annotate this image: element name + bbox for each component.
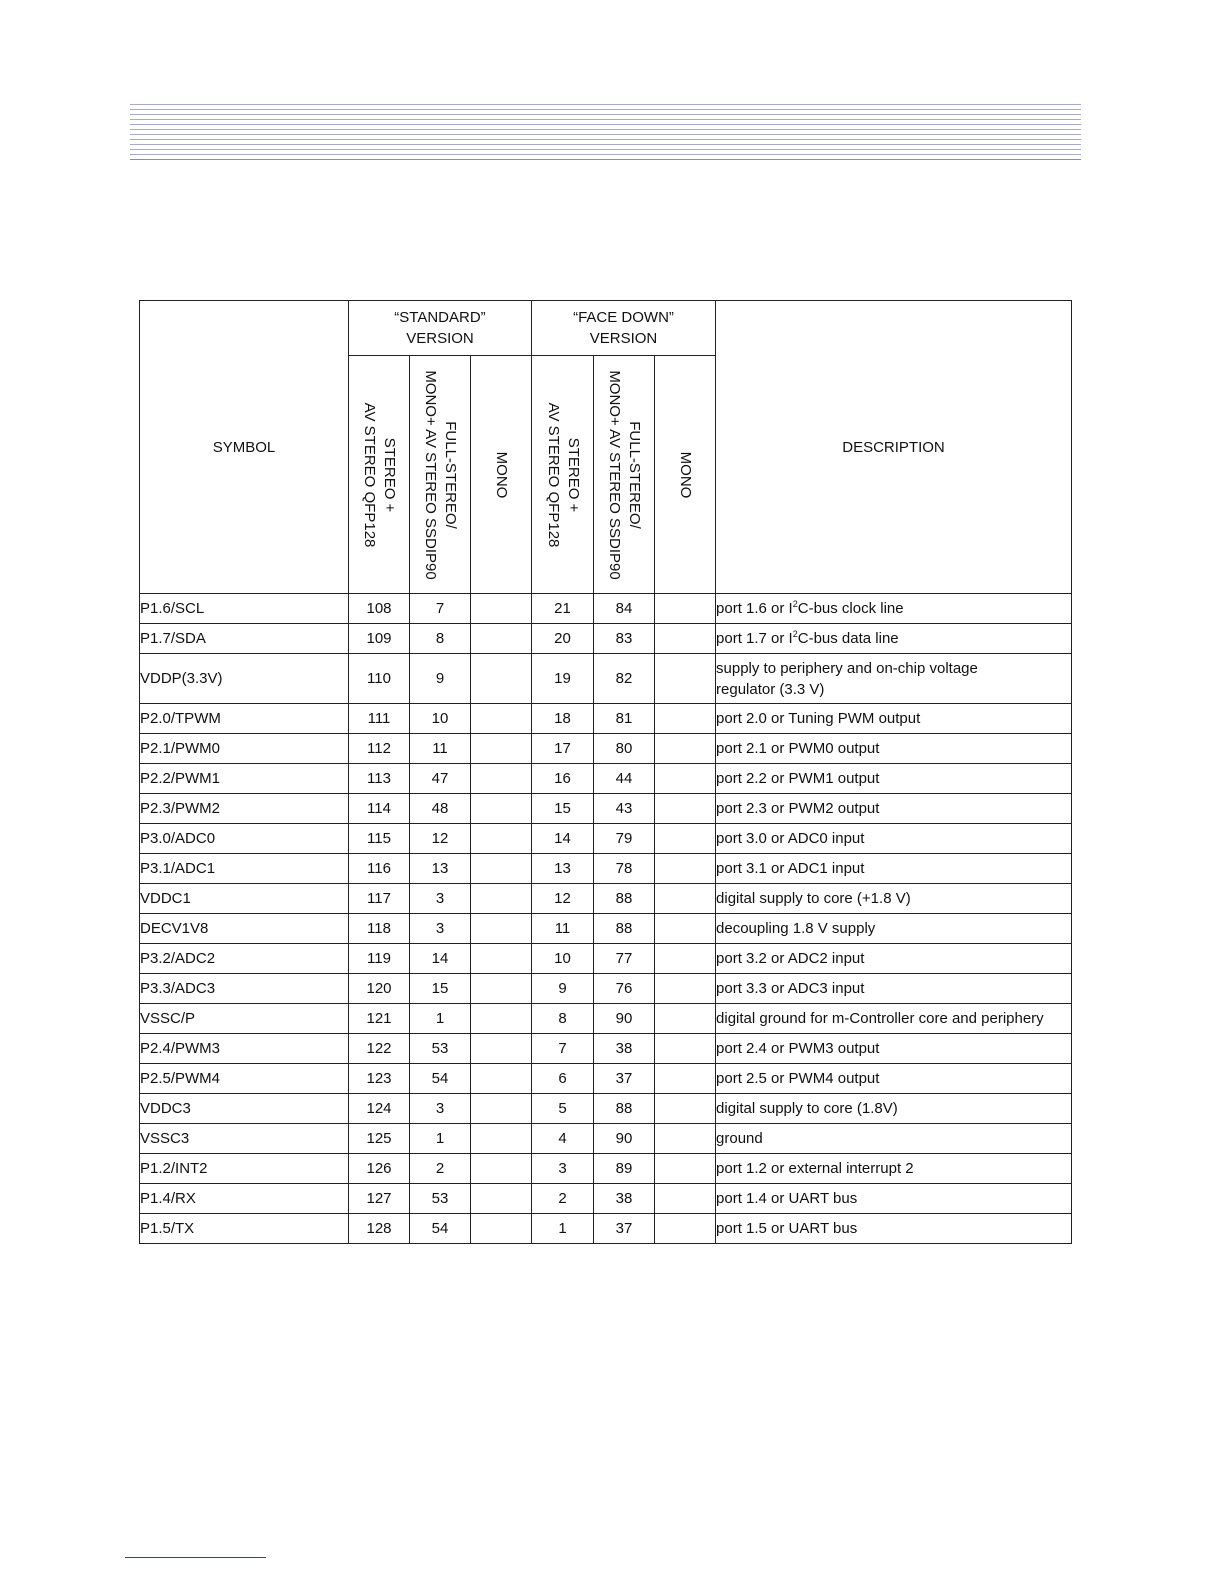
table-row [140,1094,1072,1124]
symbol-cell: P3.0/ADC0 [140,824,349,854]
pin-number-cell [471,594,532,624]
pin-number-cell: 121 [349,1004,410,1034]
pin-number-cell: 109 [349,624,410,654]
pin-number-cell [655,944,716,974]
pin-number-cell [471,794,532,824]
pin-number-cell: 18 [532,704,594,734]
std-mono-column-header: MONO [471,356,532,594]
pin-number-cell: 53 [410,1184,471,1214]
pin-number-cell: 8 [410,624,471,654]
pin-number-cell: 14 [410,944,471,974]
symbol-cell: VDDC1 [140,884,349,914]
description-cell: port 1.4 or UART bus [716,1184,1072,1214]
pin-number-cell: 77 [594,944,655,974]
pin-number-cell: 127 [349,1184,410,1214]
pin-number-cell: 5 [532,1094,594,1124]
pin-number-cell [471,974,532,1004]
pin-number-cell: 112 [349,734,410,764]
pin-number-cell: 110 [349,654,410,704]
description-cell: port 2.4 or PWM3 output [716,1034,1072,1064]
pin-number-cell [471,1124,532,1154]
pin-number-cell: 54 [410,1214,471,1244]
pin-number-cell: 84 [594,594,655,624]
table-row [140,1004,1072,1034]
pin-number-cell [471,914,532,944]
symbol-cell: P2.4/PWM3 [140,1034,349,1064]
pin-number-cell [471,884,532,914]
pin-number-cell [655,824,716,854]
pin-number-cell [655,914,716,944]
description-cell: ground [716,1124,1072,1154]
pin-number-cell: 3 [410,1094,471,1124]
pin-number-cell: 78 [594,854,655,884]
pin-number-cell: 38 [594,1034,655,1064]
pin-number-cell: 15 [410,974,471,1004]
table-row [140,594,1072,624]
table-row [140,824,1072,854]
standard-version-header: “STANDARD” VERSION [349,301,532,356]
pin-number-cell: 17 [532,734,594,764]
pin-number-cell: 108 [349,594,410,624]
pin-number-cell: 21 [532,594,594,624]
pin-number-cell: 128 [349,1214,410,1244]
pin-number-cell: 54 [410,1064,471,1094]
symbol-cell: P2.0/TPWM [140,704,349,734]
pin-number-cell: 123 [349,1064,410,1094]
pin-number-cell: 3 [532,1154,594,1184]
symbol-column-header: SYMBOL [140,301,349,594]
pin-number-cell: 12 [532,884,594,914]
description-cell: port 3.3 or ADC3 input [716,974,1072,1004]
pin-number-cell: 37 [594,1214,655,1244]
description-cell: port 3.0 or ADC0 input [716,824,1072,854]
symbol-cell: P1.7/SDA [140,624,349,654]
fd-ssdip90-column-header: FULL-STEREO/ MONO+ AV STEREO SSDIP90 [594,356,655,594]
description-cell: port 1.5 or UART bus [716,1214,1072,1244]
pin-number-cell [471,944,532,974]
table-row [140,884,1072,914]
pin-number-cell: 2 [532,1184,594,1214]
pin-number-cell: 89 [594,1154,655,1184]
pin-number-cell: 126 [349,1154,410,1184]
pin-number-cell [471,654,532,704]
pin-number-cell [655,1094,716,1124]
description-cell: digital supply to core (1.8V) [716,1094,1072,1124]
pin-number-cell [655,1004,716,1034]
symbol-cell: VDDP(3.3V) [140,654,349,704]
symbol-cell: P1.6/SCL [140,594,349,624]
table-row [140,1214,1072,1244]
pin-number-cell: 79 [594,824,655,854]
table-row [140,1154,1072,1184]
pin-number-cell: 6 [532,1064,594,1094]
description-cell: digital ground for m-Controller core and periphery [716,1004,1072,1034]
pin-number-cell [655,654,716,704]
pin-table-body [140,594,1072,1244]
pin-number-cell: 4 [532,1124,594,1154]
pin-number-cell: 44 [594,764,655,794]
table-row [140,794,1072,824]
pin-number-cell: 76 [594,974,655,1004]
pin-number-cell: 14 [532,824,594,854]
pin-number-cell: 82 [594,654,655,704]
pin-number-cell: 9 [410,654,471,704]
pin-number-cell [471,734,532,764]
pin-number-cell: 81 [594,704,655,734]
pin-number-cell: 20 [532,624,594,654]
pin-number-cell: 53 [410,1034,471,1064]
pin-number-cell [471,1154,532,1184]
symbol-cell: P1.4/RX [140,1184,349,1214]
std-ssdip90-column-header: FULL-STEREO/ MONO+ AV STEREO SSDIP90 [410,356,471,594]
table-row [140,654,1072,704]
pin-number-cell: 13 [410,854,471,884]
pin-number-cell: 10 [410,704,471,734]
pin-number-cell: 88 [594,884,655,914]
description-cell: port 1.2 or external interrupt 2 [716,1154,1072,1184]
table-row [140,944,1072,974]
pin-number-cell: 120 [349,974,410,1004]
pin-number-cell: 115 [349,824,410,854]
pin-number-cell: 90 [594,1004,655,1034]
description-cell: supply to periphery and on-chip voltage regulator (3.3 V) [716,654,1072,704]
pin-number-cell: 9 [532,974,594,1004]
table-row [140,1064,1072,1094]
table-row [140,764,1072,794]
symbol-cell: P1.2/INT2 [140,1154,349,1184]
pin-number-cell: 43 [594,794,655,824]
description-cell: port 2.3 or PWM2 output [716,794,1072,824]
symbol-cell: P2.2/PWM1 [140,764,349,794]
pin-number-cell [471,824,532,854]
pin-number-cell [655,1124,716,1154]
pin-number-cell [471,1064,532,1094]
pin-number-cell: 1 [410,1004,471,1034]
pin-number-cell [471,1034,532,1064]
description-cell: port 1.7 or $I^2C$-bus data line [716,624,1072,654]
pin-number-cell: 2 [410,1154,471,1184]
pin-number-cell [655,764,716,794]
symbol-cell: P3.3/ADC3 [140,974,349,1004]
pin-number-cell [471,1184,532,1214]
description-cell: port 2.2 or PWM1 output [716,764,1072,794]
pin-number-cell: 80 [594,734,655,764]
pin-number-cell: 1 [532,1214,594,1244]
pin-number-cell [471,1214,532,1244]
symbol-cell: VSSC3 [140,1124,349,1154]
pin-number-cell [471,704,532,734]
pin-number-cell: 88 [594,914,655,944]
pin-number-cell: 124 [349,1094,410,1124]
symbol-cell: P3.2/ADC2 [140,944,349,974]
pin-number-cell: 116 [349,854,410,884]
pin-number-cell: 122 [349,1034,410,1064]
pin-number-cell: 119 [349,944,410,974]
pin-number-cell: 111 [349,704,410,734]
pin-number-cell [655,1064,716,1094]
symbol-cell: P2.1/PWM0 [140,734,349,764]
pin-number-cell [471,1004,532,1034]
symbol-cell: P2.5/PWM4 [140,1064,349,1094]
pin-number-cell [655,594,716,624]
pin-number-cell: 88 [594,1094,655,1124]
pin-number-cell: 16 [532,764,594,794]
pin-number-cell: 7 [410,594,471,624]
table-row [140,734,1072,764]
std-qfp128-column-header: STEREO + AV STEREO QFP128 [349,356,410,594]
pin-number-cell [471,854,532,884]
pin-number-cell: 3 [410,914,471,944]
description-cell: port 1.6 or $I^2C$-bus clock line [716,594,1072,624]
pin-number-cell: 47 [410,764,471,794]
symbol-cell: P2.3/PWM2 [140,794,349,824]
description-cell: port 2.0 or Tuning PWM output [716,704,1072,734]
pin-number-cell: 113 [349,764,410,794]
pin-table [139,300,1072,1244]
table-row [140,1034,1072,1064]
pin-number-cell: 10 [532,944,594,974]
pin-number-cell: 8 [532,1004,594,1034]
table-row [140,854,1072,884]
pin-number-cell [655,734,716,764]
pin-number-cell [471,1094,532,1124]
pin-number-cell [655,1154,716,1184]
description-cell: port 2.5 or PWM4 output [716,1064,1072,1094]
symbol-cell: DECV1V8 [140,914,349,944]
pin-number-cell: 3 [410,884,471,914]
pin-number-cell [655,624,716,654]
pin-number-cell: 15 [532,794,594,824]
face-down-version-header: “FACE DOWN” VERSION [532,301,716,356]
symbol-cell: P3.1/ADC1 [140,854,349,884]
symbol-cell: VSSC/P [140,1004,349,1034]
pin-number-cell: 7 [532,1034,594,1064]
pin-number-cell: 114 [349,794,410,824]
pin-number-cell [655,854,716,884]
pin-number-cell [655,794,716,824]
description-cell: port 3.1 or ADC1 input [716,854,1072,884]
symbol-cell: P1.5/TX [140,1214,349,1244]
fd-qfp128-column-header: STEREO + AV STEREO QFP128 [532,356,594,594]
pin-number-cell [655,1184,716,1214]
description-cell: port 3.2 or ADC2 input [716,944,1072,974]
pin-number-cell [655,974,716,1004]
pin-number-cell [655,1034,716,1064]
pin-number-cell: 37 [594,1064,655,1094]
pin-number-cell: 125 [349,1124,410,1154]
pin-number-cell: 90 [594,1124,655,1154]
footer-rule [125,1557,266,1558]
description-cell: digital supply to core (+1.8 V) [716,884,1072,914]
pin-number-cell [471,764,532,794]
pin-number-cell: 117 [349,884,410,914]
pin-number-cell: 1 [410,1124,471,1154]
pin-number-cell: 11 [410,734,471,764]
pin-number-cell: 12 [410,824,471,854]
pin-number-cell: 13 [532,854,594,884]
description-cell: port 2.1 or PWM0 output [716,734,1072,764]
pin-number-cell: 83 [594,624,655,654]
fd-mono-column-header: MONO [655,356,716,594]
description-column-header: DESCRIPTION [716,301,1072,594]
pin-number-cell [471,624,532,654]
pin-number-cell [655,704,716,734]
pin-number-cell: 11 [532,914,594,944]
table-row [140,624,1072,654]
table-row [140,1184,1072,1214]
pin-number-cell [655,1214,716,1244]
table-row [140,914,1072,944]
header-rule-band [130,104,1081,160]
pin-number-cell: 48 [410,794,471,824]
pin-number-cell: 118 [349,914,410,944]
description-cell: decoupling 1.8 V supply [716,914,1072,944]
table-row [140,974,1072,1004]
pin-number-cell: 38 [594,1184,655,1214]
table-row [140,1124,1072,1154]
pin-number-cell [655,884,716,914]
table-row [140,704,1072,734]
symbol-cell: VDDC3 [140,1094,349,1124]
pin-number-cell: 19 [532,654,594,704]
